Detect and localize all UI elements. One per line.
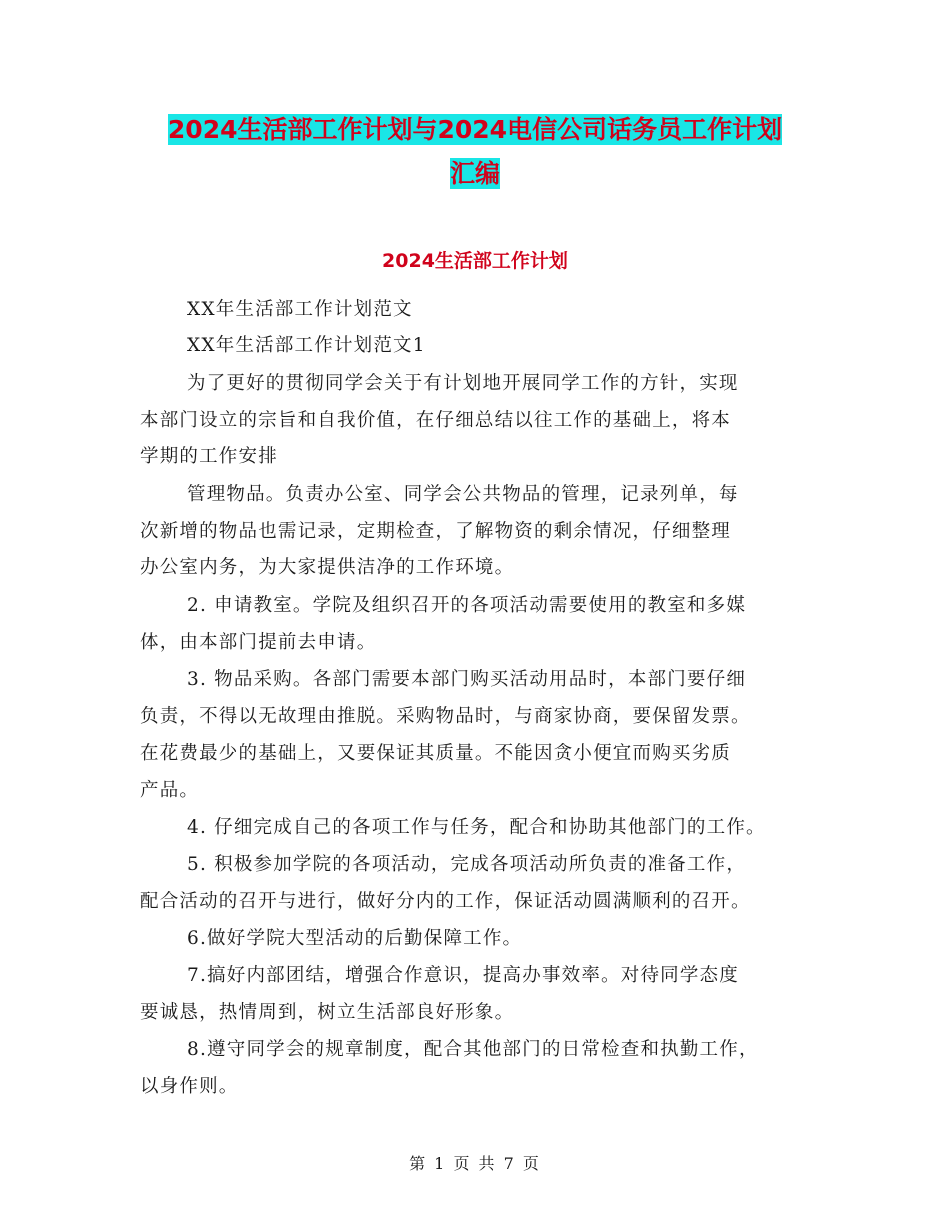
paragraph-line: 以身作则。 [140,1076,239,1097]
document-title-line-2 [0,154,950,194]
page-number-footer: 第 1 页 共 7 页 [409,1154,541,1173]
paragraph-line: 办公室内务，为大家提供洁净的工作环境。 [140,557,515,578]
paragraph-line: 配合活动的召开与进行，做好分内的工作，保证活动圆满顺利的召开。 [140,891,751,912]
paragraph-line: 次新增的物品也需记录，定期检查，了解物资的剩余情况，仔细整理 [140,521,732,542]
paragraph-line: 管理物品。负责办公室、同学会公共物品的管理，记录列单，每 [187,484,739,505]
paragraph-line: 产品。 [140,780,200,801]
title-highlight: 2024生活部工作计划与2024电信公司话务员工作计划 [167,115,783,144]
paragraph-line: 本部门设立的宗旨和自我价值，在仔细总结以往工作的基础上，将本 [140,410,732,431]
title-highlight: 汇编 [449,159,500,188]
document-title-line-1 [0,110,950,150]
paragraph-line: 体，由本部门提前去申请。 [140,632,377,653]
paragraph-line: 为了更好的贯彻同学会关于有计划地开展同学工作的方针，实现 [187,373,739,394]
paragraph-line: XX年生活部工作计划范文1 [187,335,426,356]
paragraph-line: 4. 仔细完成自己的各项工作与任务，配合和协助其他部门的工作。 [187,817,766,838]
paragraph-line: 在花费最少的基础上，又要保证其质量。不能因贪小便宜而购买劣质 [140,743,732,764]
paragraph-line: 3. 物品采购。各部门需要本部门购买活动用品时，本部门要仔细 [187,669,747,690]
paragraph-line: 负责，不得以无故理由推脱。采购物品时，与商家协商，要保留发票。 [140,706,751,727]
paragraph-line: 5. 积极参加学院的各项活动，完成各项活动所负责的准备工作， [187,854,747,875]
paragraph-line: 要诚恳，热情周到，树立生活部良好形象。 [140,1002,515,1023]
paragraph-line: XX年生活部工作计划范文 [187,299,413,320]
paragraph-line: 2. 申请教室。学院及组织召开的各项活动需要使用的教室和多媒 [187,595,747,616]
paragraph-line: 7.搞好内部团结，增强合作意识，提高办事效率。对待同学态度 [187,965,739,986]
paragraph-line: 学期的工作安排 [140,446,278,467]
section-title: 2024生活部工作计划 [382,250,568,272]
paragraph-line: 8.遵守同学会的规章制度，配合其他部门的日常检查和执勤工作， [187,1039,759,1060]
paragraph-line: 6.做好学院大型活动的后勤保障工作。 [187,928,523,949]
